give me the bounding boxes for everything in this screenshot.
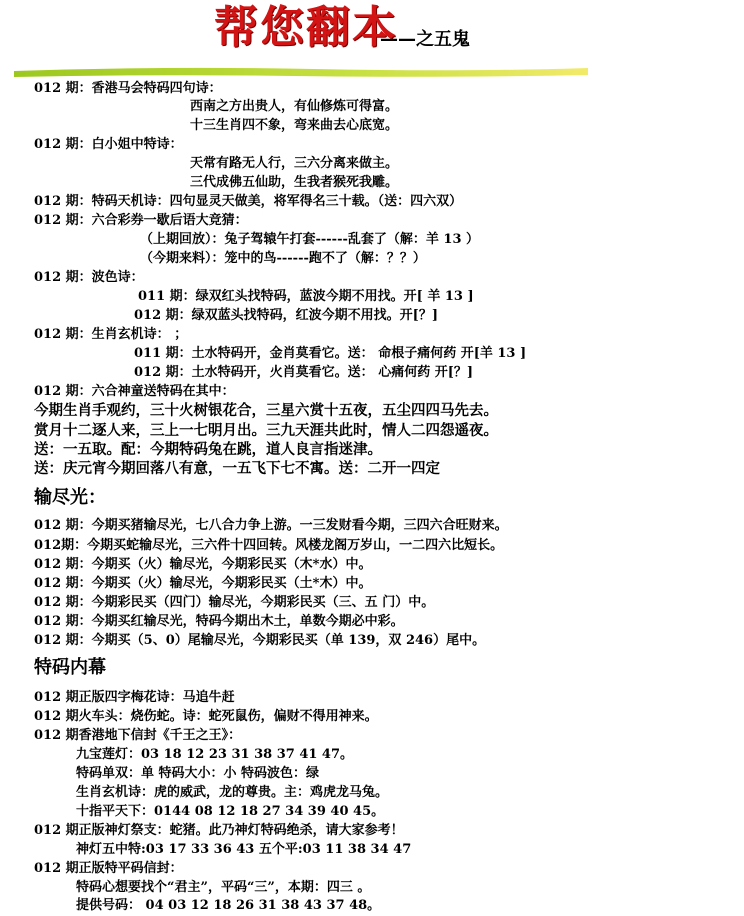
text-line: 012 期：特码天机诗：四句显灵天做美，将军得名三十载。（送：四六双） xyxy=(34,194,463,209)
text-line: （今期来料）：笼中的鸟------跑不了（解：？？） xyxy=(140,251,426,266)
text-line: 提供号码： 04 03 12 18 26 31 38 43 37 48。 xyxy=(76,898,381,913)
text-line: 012 期：土水特码开，火肖莫看它。送： 心痛何药 开[？] xyxy=(134,365,474,380)
text-line: 赏月十二逐人来，三上一七明月出。三九天涯共此时，情人二四怨遥夜。 xyxy=(34,422,498,439)
text-line: 012 期：今期彩民买（四门）输尽光，今期彩民买（三、五 门）中。 xyxy=(34,595,435,610)
text-line: 送：庆元宵今期回落八有意，一五飞下七不寓。送：二开一四定 xyxy=(34,460,440,477)
text-line: 012期：今期买蛇输尽光，三六件十四回转。风楼龙阁万岁山，一二四六比短长。 xyxy=(34,538,504,553)
text-line: 九宝莲灯：03 18 12 23 31 38 37 41 47。 xyxy=(76,747,354,762)
text-line: 生肖玄机诗：虎的威武，龙的尊贵。主：鸡虎龙马兔。 xyxy=(76,785,389,800)
text-line: 012 期：今期买红输尽光，特码今期出木土，单数今期必中彩。 xyxy=(34,614,404,629)
text-line: 012 期：六合彩券一歇后语大竞猜： xyxy=(34,213,248,228)
text-line: 011 期：绿双红头找特码，蓝波今期不用找。开[ 羊 13 ] xyxy=(138,289,474,304)
text-line: 012 期：六合神童送特码在其中： xyxy=(34,384,235,399)
text-line: 012 期正版特平码信封： xyxy=(34,861,183,876)
text-line: 送：一五取。配：今期特码兔在跳，道人良言指迷津。 xyxy=(34,441,382,458)
text-line: 十指平天下：0144 08 12 18 27 34 39 40 45。 xyxy=(76,804,385,819)
page-subtitle: ——之五鬼 xyxy=(380,29,470,50)
text-line: 012 期：白小姐中特诗： xyxy=(34,137,183,152)
text-line: 012 期：今期买猪输尽光，七八合力争上游。一三发财看今期，三四六合旺财来。 xyxy=(34,518,508,533)
text-line: 三代成佛五仙助，生我者猴死我雕。 xyxy=(190,175,399,190)
text-line: 特码单双：单 特码大小：小 特码波色：绿 xyxy=(76,766,320,781)
text-line: （上期回放）：兔子驾辕午打套------乱套了（解：羊 13 ） xyxy=(140,232,480,247)
text-line: 012 期：今期买（火）输尽光，今期彩民买（木*水）中。 xyxy=(34,557,372,572)
text-line: 012 期：今期买（火）输尽光，今期彩民买（土*木）中。 xyxy=(34,576,372,591)
text-line: 012 期火车头：烧伤蛇。诗：蛇死鼠伤，偏财不得用神来。 xyxy=(34,709,378,724)
text-line: 十三生肖四不象，弯来曲去心底宽。 xyxy=(190,118,399,133)
text-line: 012 期：波色诗： xyxy=(34,270,144,285)
text-line: 天常有路无人行，三六分离来做主。 xyxy=(190,156,399,171)
text-line: 神灯五中特:03 17 33 36 43 五个平:03 11 38 34 47 xyxy=(76,842,412,857)
text-line: 012 期：今期买（5、0）尾输尽光，今期彩民买（单 139，双 246）尾中。 xyxy=(34,633,486,648)
section-heading-inside: 特码内幕 xyxy=(34,657,106,678)
text-line: 012 期：香港马会特码四句诗： xyxy=(34,81,222,96)
text-line: 012 期香港地下信封《千王之王》： xyxy=(34,728,242,743)
text-line: 西南之方出贵人，有仙修炼可得富。 xyxy=(190,99,399,114)
text-line: 012 期正版神灯祭支：蛇猪。此乃神灯特码绝杀，请大家参考！ xyxy=(34,823,404,838)
text-line: 012 期：绿双蓝头找特码，红波今期不用找。开[？] xyxy=(134,308,438,323)
decorative-brush-bar xyxy=(14,66,588,78)
text-line: 今期生肖手观约，三十火树银花合，三星六赏十五夜，五尘四四马先去。 xyxy=(34,402,498,419)
text-line: 011 期：土水特码开，金肖莫看它。送： 命根子痛何药 开[羊 13 ] xyxy=(134,346,527,361)
text-line: 特码心想要找个“君主”，平码“三”，本期：四三 。 xyxy=(76,880,371,895)
section-heading-lose-all: 输尽光： xyxy=(34,487,106,508)
text-line: 012 期：生肖玄机诗： ； xyxy=(34,327,188,342)
page-title: 帮您翻本 xyxy=(214,2,398,53)
text-line: 012 期正版四字梅花诗：马追牛赶 xyxy=(34,690,235,705)
